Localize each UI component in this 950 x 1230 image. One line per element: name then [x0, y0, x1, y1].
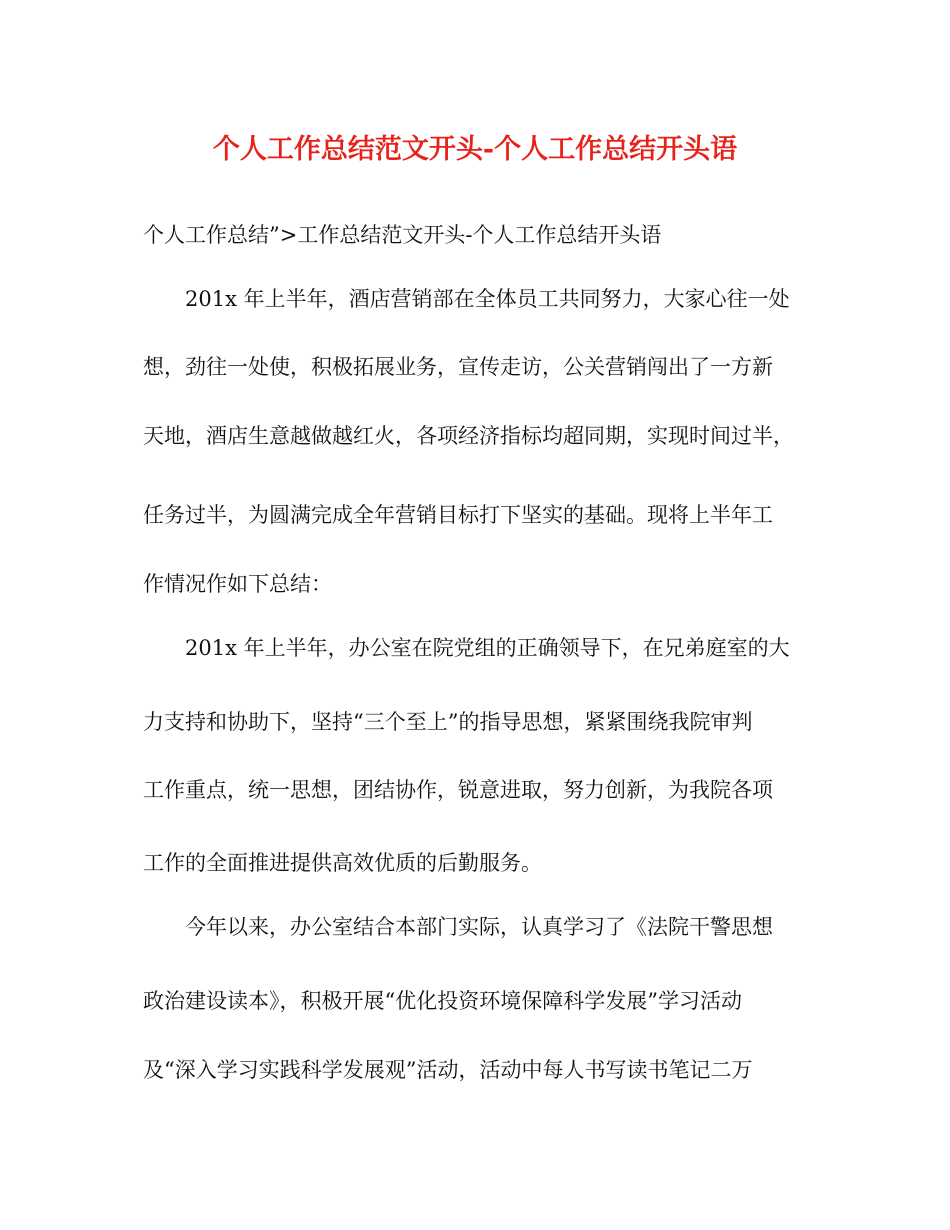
text-line: 想，劲往一处使，积极拓展业务，宣传走访，公关营销闯出了一方新	[143, 355, 773, 379]
text-line: 作情况作如下总结：	[143, 572, 332, 596]
text-line: 任务过半，为圆满完成全年营销目标打下坚实的基础。现将上半年工	[143, 503, 773, 527]
paragraph-first-line: 201x 年上半年，办公室在院党组的正确领导下，在兄弟庭室的大	[185, 636, 790, 660]
text-line: 天地，酒店生意越做越红火，各项经济指标均超同期，实现时间过半，	[143, 424, 794, 448]
paragraph-first-line: 今年以来，办公室结合本部门实际，认真学习了《法院干警思想	[185, 915, 773, 939]
text-line: 及“深入学习实践科学发展观”活动，活动中每人书写读书笔记二万	[143, 1058, 753, 1082]
document-title: 个人工作总结范文开头-个人工作总结开头语	[212, 134, 738, 165]
paragraph-first-line: 201x 年上半年，酒店营销部在全体员工共同努力，大家心往一处	[185, 287, 790, 311]
text-line: 工作的全面推进提供高效优质的后勤服务。	[143, 851, 542, 875]
text-line: 政治建设读本》，积极开展“优化投资环境保障科学发展”学习活动	[143, 989, 742, 1013]
text-line: 工作重点，统一思想，团结协作，锐意进取，努力创新，为我院各项	[143, 778, 773, 802]
text-line: 个人工作总结”>工作总结范文开头-个人工作总结开头语	[143, 223, 662, 247]
text-line: 力支持和协助下，坚持“三个至上”的指导思想，紧紧围绕我院审判	[143, 710, 753, 734]
